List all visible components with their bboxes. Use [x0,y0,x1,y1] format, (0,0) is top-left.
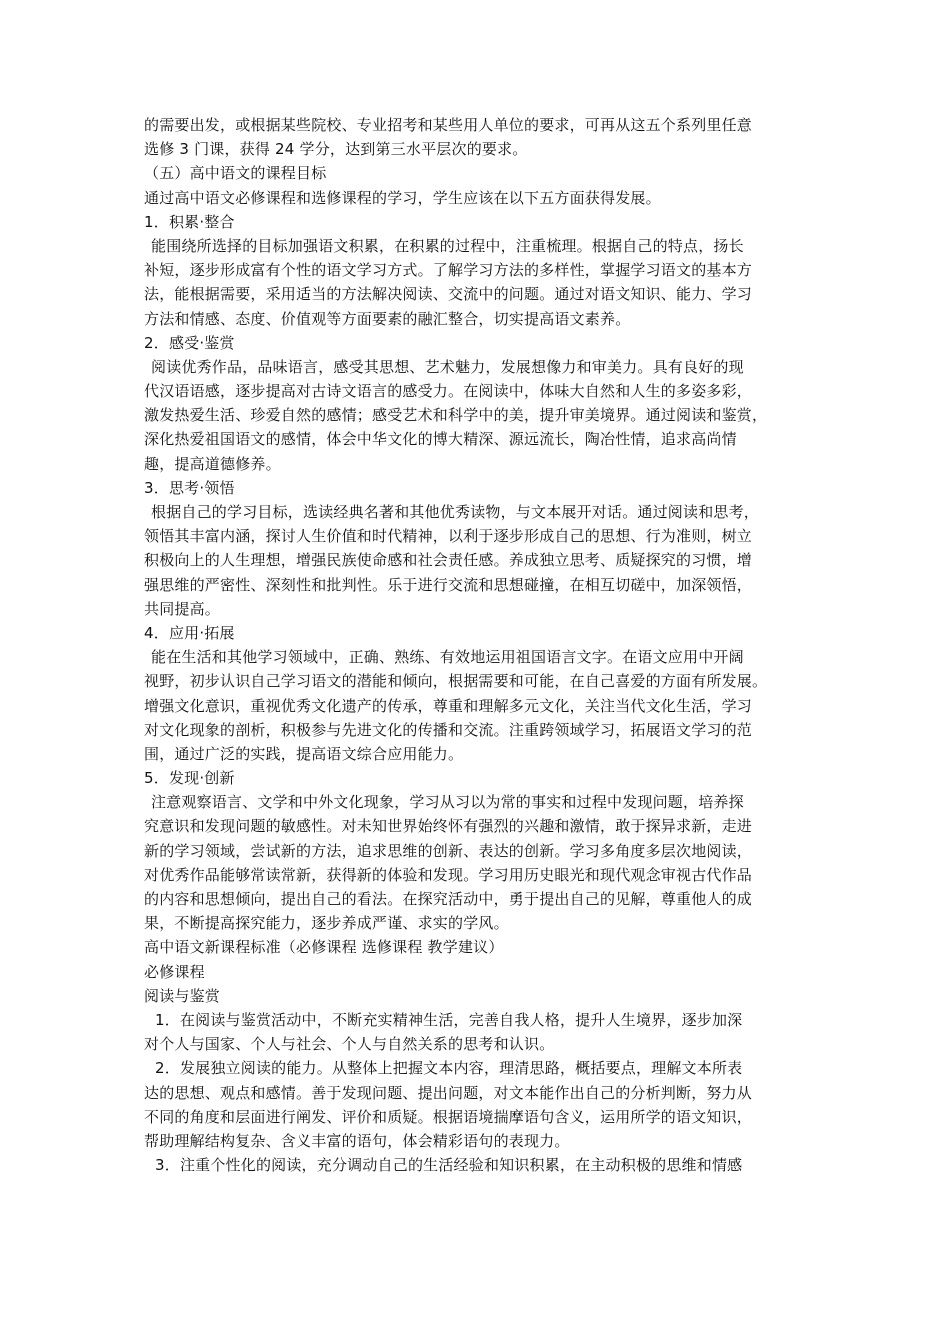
text-line: 能围绕所选择的目标加强语文积累，在积累的过程中，注重梳理。根据自己的特点，扬长 [151,236,744,255]
section-heading: 高中语文新课程标准（必修课程 选修课程 教学建议） [144,938,504,957]
text-line: 方法和情感、态度、价值观等方面要素的融汇整合，切实提高语文素养。 [144,309,631,328]
section-heading: （五）高中语文的课程目标 [144,164,327,183]
text-line: 3．注重个性化的阅读，充分调动自己的生活经验和知识积累，在主动积极的思维和情感 [155,1156,743,1175]
text-line: 趣，提高道德修养。 [144,454,281,473]
text-line: 对个人与国家、个人与社会、个人与自然关系的思考和认识。 [144,1035,555,1054]
text-line: 增强文化意识，重视优秀文化遗产的传承，尊重和理解多元文化，关注当代文化生活，学习 [144,696,753,715]
text-line: 激发热爱生活、珍爱自然的感情；感受艺术和科学中的美，提升审美境界。通过阅读和鉴赏， [144,406,768,425]
text-line: 补短，逐步形成富有个性的语文学习方式。了解学习方法的多样性，掌握学习语文的基本方 [144,261,753,280]
subsection-heading: 4．应用·拓展 [144,623,235,642]
text-line: 深化热爱祖国语文的感情，体会中华文化的博大精深、源远流长，陶冶性情，追求高尚情 [144,430,737,449]
text-line: 通过高中语文必修课程和选修课程的学习，学生应该在以下五方面获得发展。 [144,188,661,207]
text-line: 究意识和发现问题的敏感性。对未知世界始终怀有强烈的兴趣和激情，敢于探异求新，走进 [144,817,753,836]
section-heading: 必修课程 [144,962,205,981]
subsection-heading: 3．思考·领悟 [144,478,235,497]
text-line: 代汉语语感，逐步提高对古诗文语言的感受力。在阅读中，体味大自然和人生的多姿多彩， [144,382,753,401]
text-line: 的需要出发，或根据某些院校、专业招考和某些用人单位的要求，可再从这五个系列里任意 [144,116,753,134]
text-line: 选修 3 门课，获得 24 学分，达到第三水平层次的要求。 [144,140,528,159]
text-line: 的内容和思想倾向，提出自己的看法。在探究活动中，勇于提出自己的见解，尊重他人的成 [144,890,753,908]
subsection-heading: 阅读与鉴赏 [144,986,221,1005]
text-line: 对优秀作品能够常读常新，获得新的体验和发现。学习用历史眼光和现代观念审视古代作品 [144,865,753,884]
text-line: 新的学习领域，尝试新的方法，追求思维的创新、表达的创新。学习多角度多层次地阅读， [144,841,753,860]
text-line: 根据自己的学习目标，选读经典名著和其他优秀读物，与文本展开对话。通过阅读和思考， [151,503,760,521]
document-body [144,113,810,1177]
text-line: 围，通过广泛的实践，提高语文综合应用能力。 [144,744,464,763]
text-line: 能在生活和其他学习领域中，正确、熟练、有效地运用祖国语言文字。在语文应用中开阔 [151,648,744,667]
text-line: 阅读优秀作品，品味语言，感受其思想、艺术魅力，发展想像力和审美力。具有良好的现 [151,357,744,376]
text-line: 共同提高。 [144,599,221,618]
text-line: 不同的角度和层面进行阐发、评价和质疑。根据语境揣摩语句含义，运用所学的语文知识， [144,1107,753,1126]
text-line: 对文化现象的剖析，积极参与先进文化的传播和交流。注重跨领域学习，拓展语文学习的范 [144,720,753,739]
text-line: 2．发展独立阅读的能力。从整体上把握文本内容，理清思路，概括要点，理解文本所表 [155,1059,743,1078]
text-line: 积极向上的人生理想，增强民族使命感和社会责任感。养成独立思考、质疑探究的习惯，增 [144,551,753,570]
subsection-heading: 2．感受·鉴赏 [144,333,235,352]
text-line: 领悟其丰富内涵，探讨人生价值和时代精神，以利于逐步形成自己的思想、行为准则，树立 [144,527,753,546]
text-line: 法，能根据需要，采用适当的方法解决阅读、交流中的问题。通过对语文知识、能力、学习 [144,285,753,304]
subsection-heading: 1．积累·整合 [144,212,235,231]
text-line: 帮助理解结构复杂、含义丰富的语句，体会精彩语句的表现力。 [144,1131,570,1150]
text-line: 视野，初步认识自己学习语文的潜能和倾向，根据需要和可能，在自己喜爱的方面有所发展。 [144,672,768,691]
text-line: 强思维的严密性、深刻性和批判性。乐于进行交流和思想碰撞，在相互切磋中，加深领悟， [144,575,753,594]
text-line: 达的思想、观点和感情。善于发现问题、提出问题，对文本能作出自己的分析判断，努力从 [144,1083,753,1102]
text-line: 果，不断提高探究能力，逐步养成严谨、求实的学风。 [144,914,509,933]
text-line: 注意观察语言、文学和中外文化现象，学习从习以为常的事实和过程中发现问题，培养探 [151,793,744,812]
subsection-heading: 5．发现·创新 [144,769,235,788]
text-line: 1．在阅读与鉴赏活动中，不断充实精神生活，完善自我人格，提升人生境界，逐步加深 [155,1010,743,1029]
